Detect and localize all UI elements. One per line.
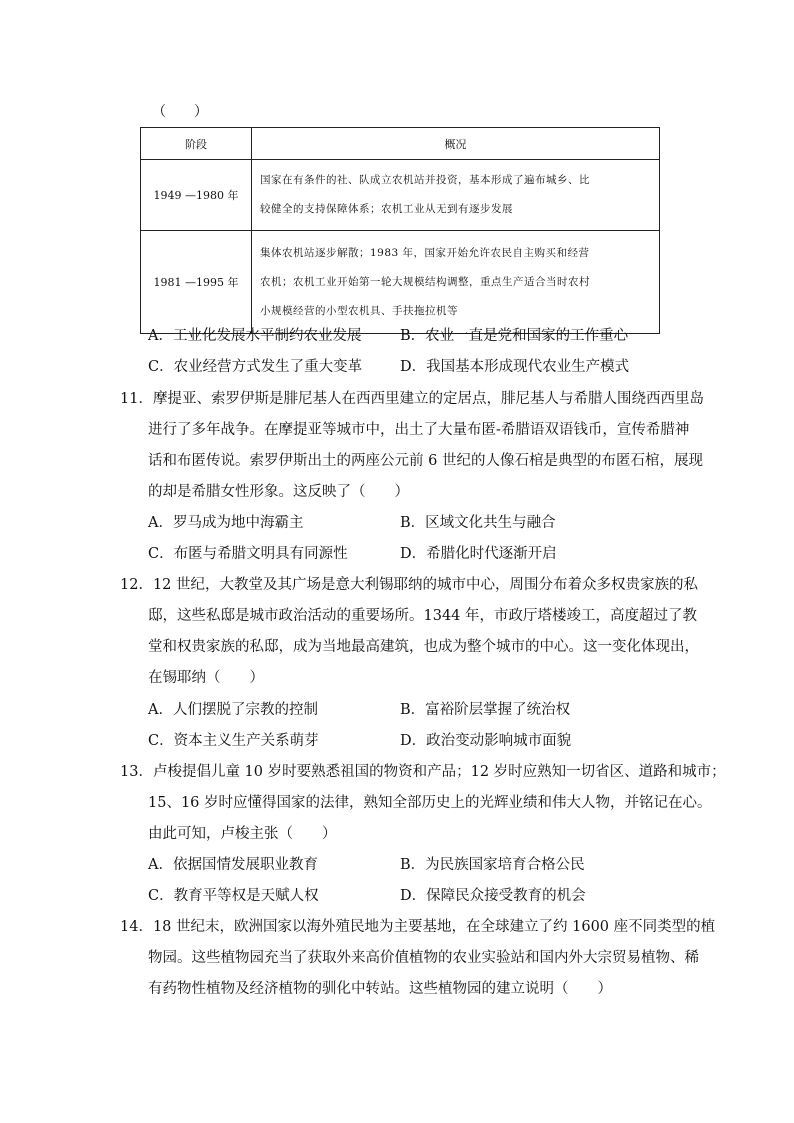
desc-line: 国家在有条件的社、队成立农机站并投资，基本形成了遍布城乡、比 [260, 174, 590, 186]
question-14-line: 有药物性植物及经济植物的驯化中转站。这些植物园的建立说明（ ） [148, 981, 612, 997]
question-14-line: 物园。这些植物园充当了获取外来高价值植物的农业实验站和国内外大宗贸易植物、稀 [148, 950, 699, 966]
question-13-line: 15、16 岁时应懂得国家的法律，熟知全部历史上的光辉业绩和伟大人物，并铭记在心。 [148, 795, 712, 811]
option-b: B．农业一直是党和国家的工作重心 [400, 328, 629, 344]
question-13-line: 13．卢梭提倡儿童 10 岁时要熟悉祖国的物资和产品；12 岁时应熟知一切省区、道路和城市； [120, 764, 726, 780]
option-c: C．教育平等权是天赋人权 [148, 888, 319, 904]
question-11-line: 的却是希腊女性形象。这反映了（ ） [148, 484, 409, 500]
question-14-line: 14．18 世纪末，欧洲国家以海外殖民地为主要基地，在全球建立了约 1600 座不同类型的植 [120, 919, 716, 935]
question-12-line: 堂和权贵家族的私邸，成为当地最高建筑，也成为整个城市的中心。这一变化体现出， [148, 639, 699, 655]
answer-parentheses: （ ） [152, 104, 208, 120]
option-a: A．罗马成为地中海霸主 [148, 515, 304, 531]
desc-line: 较健全的支持保障体系；农机工业从无到有逐步发展 [260, 203, 513, 215]
option-a: A．工业化发展水平制约农业发展 [148, 328, 362, 344]
table-cell-stage: 1949 —1980 年 [141, 160, 252, 231]
option-a: A．依据国情发展职业教育 [148, 857, 318, 873]
table-cell-desc [252, 231, 660, 334]
option-b: B．区域文化共生与融合 [400, 515, 556, 531]
overview-table [140, 127, 660, 334]
table-header-stage: 阶段 [141, 128, 252, 160]
option-d: D．政治变动影响城市面貌 [400, 733, 572, 749]
table-row [141, 160, 660, 231]
question-12-line: 邸，这些私邸是城市政治活动的重要场所。1344 年，市政厅塔楼竣工，高度超过了教 [148, 608, 698, 624]
desc-line: 小规模经营的小型农机具、手扶拖拉机等 [260, 304, 458, 317]
desc-line: 集体农机站逐步解散；1983 年，国家开始允许农民自主购买和经营 [260, 246, 590, 259]
option-a: A．人们摆脱了宗教的控制 [148, 702, 318, 718]
question-13-line: 由此可知，卢梭主张（ ） [148, 826, 337, 842]
table-row [141, 231, 660, 334]
option-c: C．布匿与希腊文明具有同源性 [148, 546, 348, 562]
question-11-line: 话和布匿传说。索罗伊斯出土的两座公元前 6 世纪的人像石棺是典型的布匿石棺，展现 [148, 453, 703, 469]
question-12-line: 在锡耶纳（ ） [148, 670, 264, 686]
desc-line: 农机；农机工业开始第一轮大规模结构调整，重点生产适合当时农村 [260, 275, 590, 288]
option-b: B．为民族国家培育合格公民 [400, 857, 585, 873]
option-c: C．资本主义生产关系萌芽 [148, 733, 319, 749]
table-cell-stage: 1981 —1995 年 [141, 231, 252, 334]
option-d: D．希腊化时代逐渐开启 [400, 546, 557, 562]
table-cell-desc [252, 160, 660, 231]
option-d: D．保障民众接受教育的机会 [400, 888, 586, 904]
table-header-row [141, 128, 660, 160]
table-header-overview: 概况 [252, 128, 660, 160]
option-c: C．农业经营方式发生了重大变革 [148, 359, 363, 375]
question-12-line: 12．12 世纪，大教堂及其广场是意大利锡耶纳的城市中心，周围分布着众多权贵家族的私 [120, 577, 699, 593]
option-b: B．富裕阶层掌握了统治权 [400, 702, 571, 718]
option-d: D．我国基本形成现代农业生产模式 [400, 359, 630, 375]
question-11-line: 进行了多年战争。在摩提亚等城市中，出土了大量布匿-希腊语双语钱币，宣传希腊神 [148, 422, 690, 438]
question-11-line: 11．摩提亚、索罗伊斯是腓尼基人在西西里建立的定居点，腓尼基人与希腊人围绕西西里岛 [120, 391, 704, 407]
